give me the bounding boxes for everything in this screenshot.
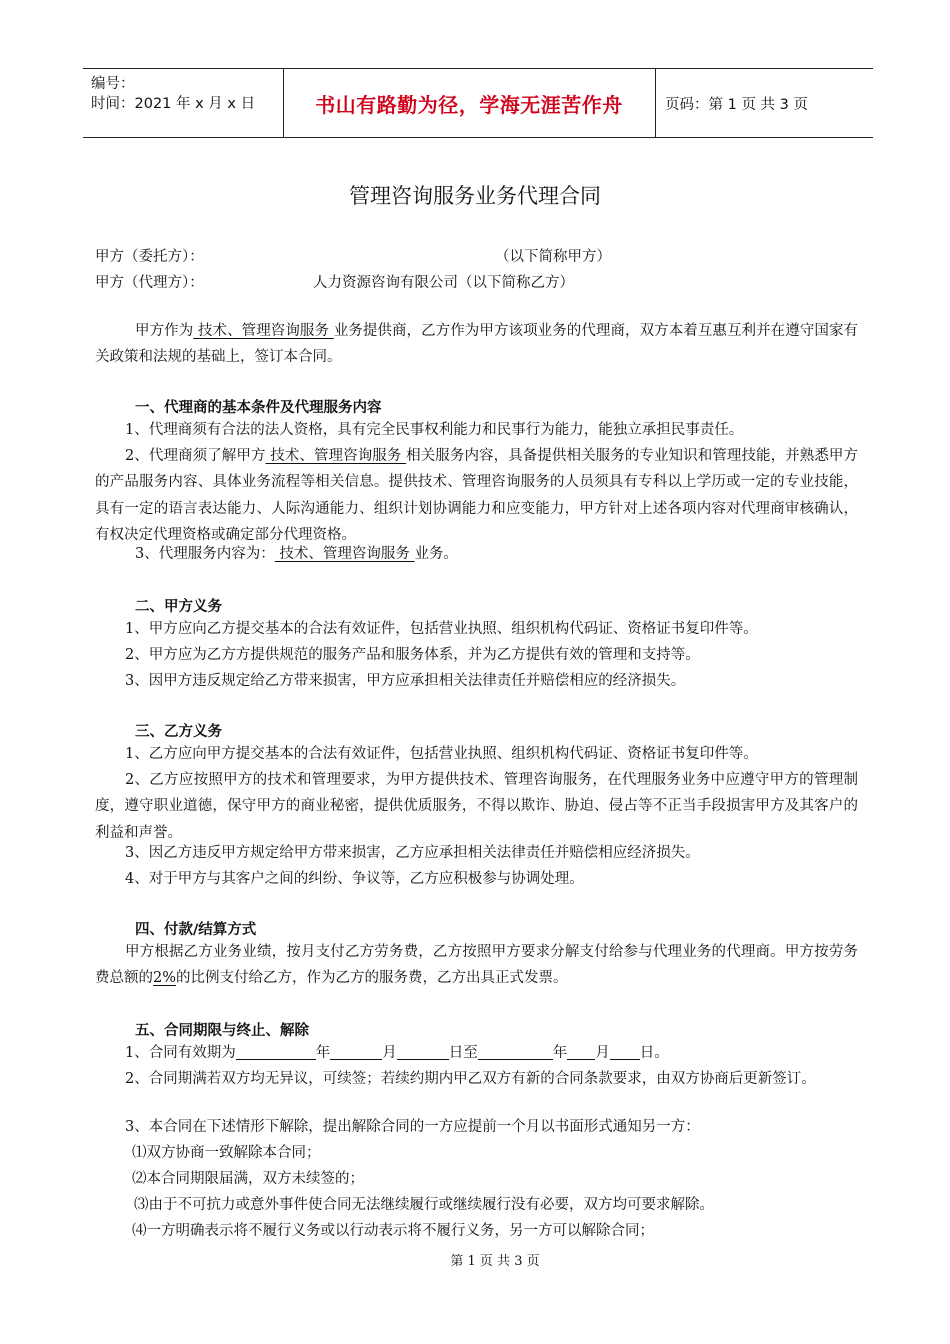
section-5-item-3: 3、本合同在下述情形下解除，提出解除合同的一方应提前一个月以书面形式通知另一方：: [125, 1119, 700, 1135]
header-meta: [91, 74, 279, 114]
section-3-item-4: 4、对于甲方与其客户之间的纠纷、争议等，乙方应积极参与协调处理。: [125, 871, 584, 887]
start-year-blank[interactable]: [236, 1043, 316, 1060]
year-label: 年: [552, 1045, 568, 1061]
party-a-label: 甲方（委托方）：: [95, 249, 204, 265]
end-month-blank[interactable]: [567, 1043, 595, 1060]
party-b-name: 人力资源咨询有限公司（以下简称乙方）: [313, 275, 574, 291]
section-5-item-2: 2、合同期满若双方均无异议，可续签；若续约期内甲乙双方有新的合同条款要求，由双方协商后更新签订。: [125, 1071, 816, 1087]
month-label: 月: [595, 1045, 610, 1061]
service-field: 技术、管理咨询服务: [274, 546, 415, 562]
start-month-blank[interactable]: [330, 1043, 382, 1060]
section-3-item-1: 1、乙方应向甲方提交基本的合法有效证件，包括营业执照、组织机构代码证、资格证书复印件等。: [125, 746, 758, 762]
year-label: 年: [315, 1045, 331, 1061]
document-title: 管理咨询服务业务代理合同: [349, 184, 601, 208]
item-text: 2、代理商须了解甲方: [125, 448, 266, 464]
page-footer: 第 1 页 共 3 页: [450, 1254, 540, 1269]
page-header: [83, 68, 873, 138]
header-motto: 书山有路勤为径，学海无涯苦作舟: [315, 92, 623, 117]
section-1-item-3: [95, 541, 858, 567]
item-text: 业务。: [414, 546, 458, 562]
day-label: 日。: [639, 1045, 669, 1061]
header-page-info: 页码：第 1 页 共 3 页: [665, 96, 808, 113]
document-number-label: 编号：: [91, 76, 135, 92]
month-label: 月: [382, 1045, 397, 1061]
section-3-item-3: 3、因乙方违反甲方规定给甲方带来损害，乙方应承担相关法律责任并赔偿相应经济损失。: [125, 845, 700, 861]
item-text: 1、合同有效期为: [125, 1045, 236, 1061]
end-day-blank[interactable]: [610, 1043, 640, 1060]
section-1-item-2: [95, 443, 858, 548]
section-3-heading: 三、乙方义务: [135, 724, 222, 740]
section-5-sub-1: ⑴双方协商一致解除本合同；: [132, 1145, 321, 1161]
party-a-line: [95, 245, 611, 266]
payment-rate: 2%: [153, 970, 177, 987]
party-b-label: 甲方（代理方）：: [95, 275, 204, 291]
intro-text: 业务提供商，乙方作为甲方该项业务的代理商，双方本着互惠互利并在遵守国家有关政策和法规的基础上，签订本合同。: [95, 323, 859, 366]
section-2-heading: 二、甲方义务: [135, 599, 222, 615]
service-field: 技术、管理咨询服务: [265, 448, 407, 464]
section-1-heading: 一、代理商的基本条件及代理服务内容: [135, 400, 382, 416]
section-5-sub-4: ⑷一方明确表示将不履行义务或以行动表示将不履行义务，另一方可以解除合同；: [132, 1223, 654, 1239]
section-2-item-3: 3、因甲方违反规定给乙方带来损害，甲方应承担相关法律责任并赔偿相应的经济损失。: [125, 673, 686, 689]
section-3-item-2: 2、乙方应按照甲方的技术和管理要求，为甲方提供技术、管理咨询服务，在代理服务业务中应遵守甲方的管理制度，遵守职业道德，保守甲方的商业秘密，提供优质服务，不得以欺诈、胁迫、侵占等不正当手段损害甲方及其客户的利益和声誉。: [95, 772, 858, 841]
payment-text: 甲方根据乙方业务业绩，按月支付乙方劳务费，乙方按照甲方要求分解支付给参与代理业务的代理商。甲方按劳务费总额的: [95, 944, 858, 987]
item-text: 3、代理服务内容为：: [135, 546, 275, 562]
section-1-item-1: 1、代理商须有合法的法人资格，具有完全民事权利能力和民事行为能力，能独立承担民事责任。: [125, 422, 744, 438]
section-4-paragraph: [95, 939, 858, 992]
end-year-blank[interactable]: [478, 1043, 553, 1060]
intro-text: 甲方作为: [135, 323, 194, 339]
section-4-heading: 四、付款/结算方式: [135, 922, 257, 938]
section-2-item-1: 1、甲方应向乙方提交基本的合法有效证件，包括营业执照、组织机构代码证、资格证书复印件等。: [125, 621, 758, 637]
day-to-label: 日至: [448, 1045, 478, 1061]
party-b-line: [95, 271, 574, 292]
party-a-note: （以下简称甲方）: [495, 249, 611, 265]
section-5-heading: 五、合同期限与终止、解除: [135, 1023, 309, 1039]
section-5-sub-2: ⑵本合同期限届满，双方未续签的；: [132, 1171, 364, 1187]
payment-text: 的比例支付给乙方，作为乙方的服务费，乙方出具正式发票。: [176, 970, 568, 987]
header-divider: [655, 69, 656, 137]
section-2-item-2: 2、甲方应为乙方方提供规范的服务产品和服务体系，并为乙方提供有效的管理和支持等。: [125, 647, 700, 663]
start-day-blank[interactable]: [397, 1043, 449, 1060]
item-text: 相关服务内容，具备提供相关服务的专业知识和管理技能，并熟悉甲方的产品服务内容、具体业务流程等相关信息。提供技术、管理咨询服务的人员须具有专科以上学历或一定的专业技能，具有一定的语言表达能力、人际沟通能力、组织计划协调能力和应变能力，甲方针对上述各项内容对代理商审核确认，有权决定代理资格或确定部分代理资格。: [95, 448, 859, 543]
intro-paragraph: [95, 318, 858, 371]
section-5-sub-3: ⑶由于不可抗力或意外事件使合同无法继续履行或继续履行没有必要，双方均可要求解除。: [134, 1197, 714, 1213]
intro-service-field: 技术、管理咨询服务: [193, 323, 334, 339]
document-time-label: 时间：2021 年 x 月 x 日: [91, 96, 256, 112]
section-5-item-1: [95, 1040, 858, 1066]
